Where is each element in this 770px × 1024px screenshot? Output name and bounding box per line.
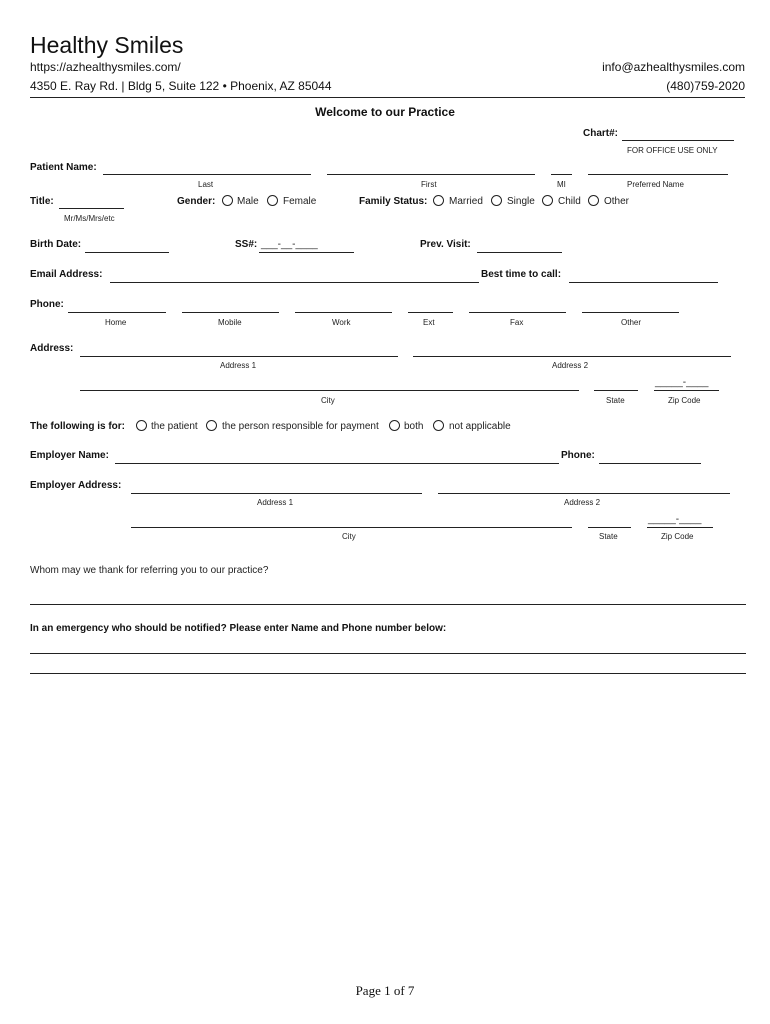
family-single-radio[interactable] xyxy=(491,195,502,206)
practice-address: 4350 E. Ray Rd. | Bldg 5, Suite 122 • Phoenix, AZ 85044 xyxy=(30,79,332,93)
chart-field[interactable] xyxy=(622,140,734,141)
emergency-field-2[interactable] xyxy=(30,673,746,674)
family-married-label: Married xyxy=(449,196,483,207)
phone-home-sublabel: Home xyxy=(105,318,127,327)
employer-address-2-field[interactable] xyxy=(438,493,730,494)
city-field[interactable] xyxy=(80,390,579,391)
patient-name-label: Patient Name: xyxy=(30,162,97,173)
prev-visit-field[interactable] xyxy=(477,252,562,253)
last-name-field[interactable] xyxy=(103,174,311,175)
phone-ext-field[interactable] xyxy=(408,312,453,313)
title-label: Title: xyxy=(30,196,54,207)
office-use-note: FOR OFFICE USE ONLY xyxy=(627,146,718,155)
for-payer-radio[interactable] xyxy=(206,420,217,431)
phone-other-sublabel: Other xyxy=(621,318,642,327)
best-time-field[interactable] xyxy=(569,282,718,283)
city-sublabel: City xyxy=(321,396,335,405)
email-address-label: Email Address: xyxy=(30,269,103,280)
email-link[interactable]: info@azhealthysmiles.com xyxy=(602,60,745,74)
employer-address-1-field[interactable] xyxy=(131,493,422,494)
family-married-radio[interactable] xyxy=(433,195,444,206)
gender-female-label: Female xyxy=(283,196,317,207)
following-label: The following is for: xyxy=(30,421,125,432)
practice-phone: (480)759-2020 xyxy=(666,79,745,93)
family-child-radio[interactable] xyxy=(542,195,553,206)
phone-fax-sublabel: Fax xyxy=(510,318,524,327)
emergency-question: In an emergency who should be notified? Please enter Name and Phone number below: xyxy=(30,623,447,634)
address-2-sublabel: Address 2 xyxy=(552,361,589,370)
preferred-name-field[interactable] xyxy=(588,174,728,175)
employer-name-label: Employer Name: xyxy=(30,450,109,461)
emergency-field-1[interactable] xyxy=(30,653,746,654)
employer-state-field[interactable] xyxy=(588,527,631,528)
birth-date-label: Birth Date: xyxy=(30,239,82,250)
phone-mobile-sublabel: Mobile xyxy=(218,318,242,327)
address-label: Address: xyxy=(30,343,74,354)
mi-sublabel: MI xyxy=(557,180,566,189)
family-other-radio[interactable] xyxy=(588,195,599,206)
prev-visit-label: Prev. Visit: xyxy=(420,239,471,250)
phone-home-field[interactable] xyxy=(68,312,166,313)
gender-label: Gender: xyxy=(177,196,216,207)
employer-state-sublabel: State xyxy=(599,532,618,541)
employer-city-sublabel: City xyxy=(342,532,356,541)
ss-label: SS#: xyxy=(235,239,258,250)
family-single-label: Single xyxy=(507,196,535,207)
phone-label: Phone: xyxy=(30,299,64,310)
mi-field[interactable] xyxy=(551,174,572,175)
employer-name-field[interactable] xyxy=(115,463,559,464)
first-sublabel: First xyxy=(421,180,437,189)
form-title: Welcome to our Practice xyxy=(315,105,455,119)
for-patient-label: the patient xyxy=(151,421,198,432)
for-patient-radio[interactable] xyxy=(136,420,147,431)
title-field[interactable] xyxy=(59,208,124,209)
first-name-field[interactable] xyxy=(327,174,535,175)
state-sublabel: State xyxy=(606,396,625,405)
for-both-radio[interactable] xyxy=(389,420,400,431)
ss-placeholder: ___-__-____ xyxy=(261,239,318,250)
address-2-field[interactable] xyxy=(413,356,731,357)
for-not-applicable-label: not applicable xyxy=(449,421,511,432)
header-divider xyxy=(30,97,745,98)
phone-other-field[interactable] xyxy=(582,312,679,313)
gender-male-label: Male xyxy=(237,196,259,207)
gender-female-radio[interactable] xyxy=(267,195,278,206)
title-sublabel: Mr/Ms/Mrs/etc xyxy=(64,214,115,223)
zip-sublabel: Zip Code xyxy=(668,396,701,405)
employer-address-2-sublabel: Address 2 xyxy=(564,498,601,507)
gender-male-radio[interactable] xyxy=(222,195,233,206)
chart-label: Chart#: xyxy=(583,128,619,139)
last-sublabel: Last xyxy=(198,180,214,189)
address-1-sublabel: Address 1 xyxy=(220,361,257,370)
page-number: Page 1 of 7 xyxy=(355,983,415,998)
referral-question: Whom may we thank for referring you to our practice? xyxy=(30,565,269,576)
referral-field[interactable] xyxy=(30,604,746,605)
best-time-label: Best time to call: xyxy=(481,269,562,280)
for-both-label: both xyxy=(404,421,424,432)
birth-date-field[interactable] xyxy=(85,252,169,253)
employer-phone-label: Phone: xyxy=(561,450,595,461)
zip-placeholder: _____-____ xyxy=(655,377,709,388)
preferred-sublabel: Preferred Name xyxy=(627,180,684,189)
phone-ext-sublabel: Ext xyxy=(423,318,435,327)
state-field[interactable] xyxy=(594,390,638,391)
phone-mobile-field[interactable] xyxy=(182,312,279,313)
employer-address-1-sublabel: Address 1 xyxy=(257,498,294,507)
phone-work-field[interactable] xyxy=(295,312,392,313)
family-child-label: Child xyxy=(558,196,581,207)
for-payer-label: the person responsible for payment xyxy=(222,421,379,432)
employer-address-label: Employer Address: xyxy=(30,480,122,491)
employer-city-field[interactable] xyxy=(131,527,572,528)
family-other-label: Other xyxy=(604,196,630,207)
address-1-field[interactable] xyxy=(80,356,398,357)
email-address-field[interactable] xyxy=(110,282,479,283)
employer-zip-field[interactable] xyxy=(647,527,713,528)
employer-zip-placeholder: _____-____ xyxy=(648,514,702,525)
employer-zip-sublabel: Zip Code xyxy=(661,532,694,541)
phone-work-sublabel: Work xyxy=(332,318,351,327)
employer-phone-field[interactable] xyxy=(599,463,701,464)
phone-fax-field[interactable] xyxy=(469,312,566,313)
ss-field[interactable] xyxy=(259,252,354,253)
practice-name: Healthy Smiles xyxy=(30,32,184,58)
for-not-applicable-radio[interactable] xyxy=(433,420,444,431)
family-status-label: Family Status: xyxy=(359,196,428,207)
website-link[interactable]: https://azhealthysmiles.com/ xyxy=(30,60,181,74)
zip-field[interactable] xyxy=(654,390,719,391)
